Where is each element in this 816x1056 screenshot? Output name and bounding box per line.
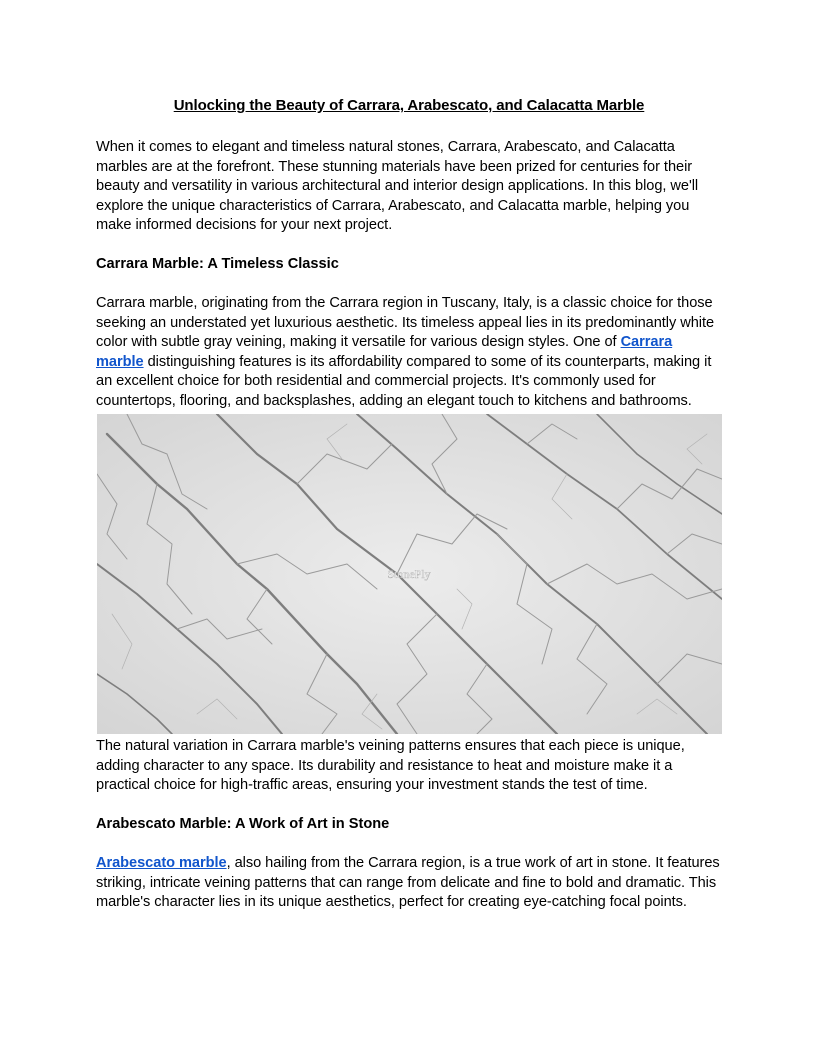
carrara-para1-before-link: Carrara marble, originating from the Carrara region in Tuscany, Italy, is a classic choice for those seeking an understated yet luxurious aesthetic. Its timeless appeal lies in its predominantly white color with subtle gray veining, making it versatile for various design styles. One of [96,295,715,350]
carrara-marble-link[interactable]: Carrara marble [96,334,673,370]
carrara-paragraph-2: The natural variation in Carrara marble's veining patterns ensures that each piece is unique, adding character to any space. Its durability and resistance to heat and moisture make it a practical choice for high-traffic areas, ensuring your investment stands the test of time. [96,738,685,793]
carrara-marble-image [97,414,722,734]
carrara-para1-after-link: distinguishing features is its affordability compared to some of its counterparts, making it an excellent choice for both residential and commercial projects. It's commonly used for countertops, flooring, and backsplashes, adding an elegant touch to kitchens and bathrooms. [96,353,712,409]
image-watermark: StonePly [387,567,431,581]
arabescato-heading: Arabescato Marble: A Work of Art in Stone [96,816,390,832]
arabescato-marble-link[interactable]: Arabescato marble [96,855,227,871]
arabescato-para1-after-link: , also hailing from the Carrara region, is a true work of art in stone. It features striking, intricate veining patterns that can range from delicate and fine to bold and dramatic. This marble's character lies in its unique aesthetics, perfect for creating eye-catching focal points. [96,855,720,910]
document-title: Unlocking the Beauty of Carrara, Arabescato, and Calacatta Marble [173,97,645,114]
carrara-paragraph-1 [96,294,722,411]
carrara-heading: Carrara Marble: A Timeless Classic [96,256,339,272]
arabescato-paragraph-1 [96,854,722,913]
document-page [96,96,722,932]
intro-paragraph: When it comes to elegant and timeless natural stones, Carrara, Arabescato, and Calacatta marbles are at the forefront. These stunning materials have been prized for centuries for their beauty and versatility in various architectural and interior design applications. In this blog, we'll explore the unique characteristics of Carrara, Arabescato, and Calacatta marble, helping you make informed decisions for your next project. [96,139,699,233]
